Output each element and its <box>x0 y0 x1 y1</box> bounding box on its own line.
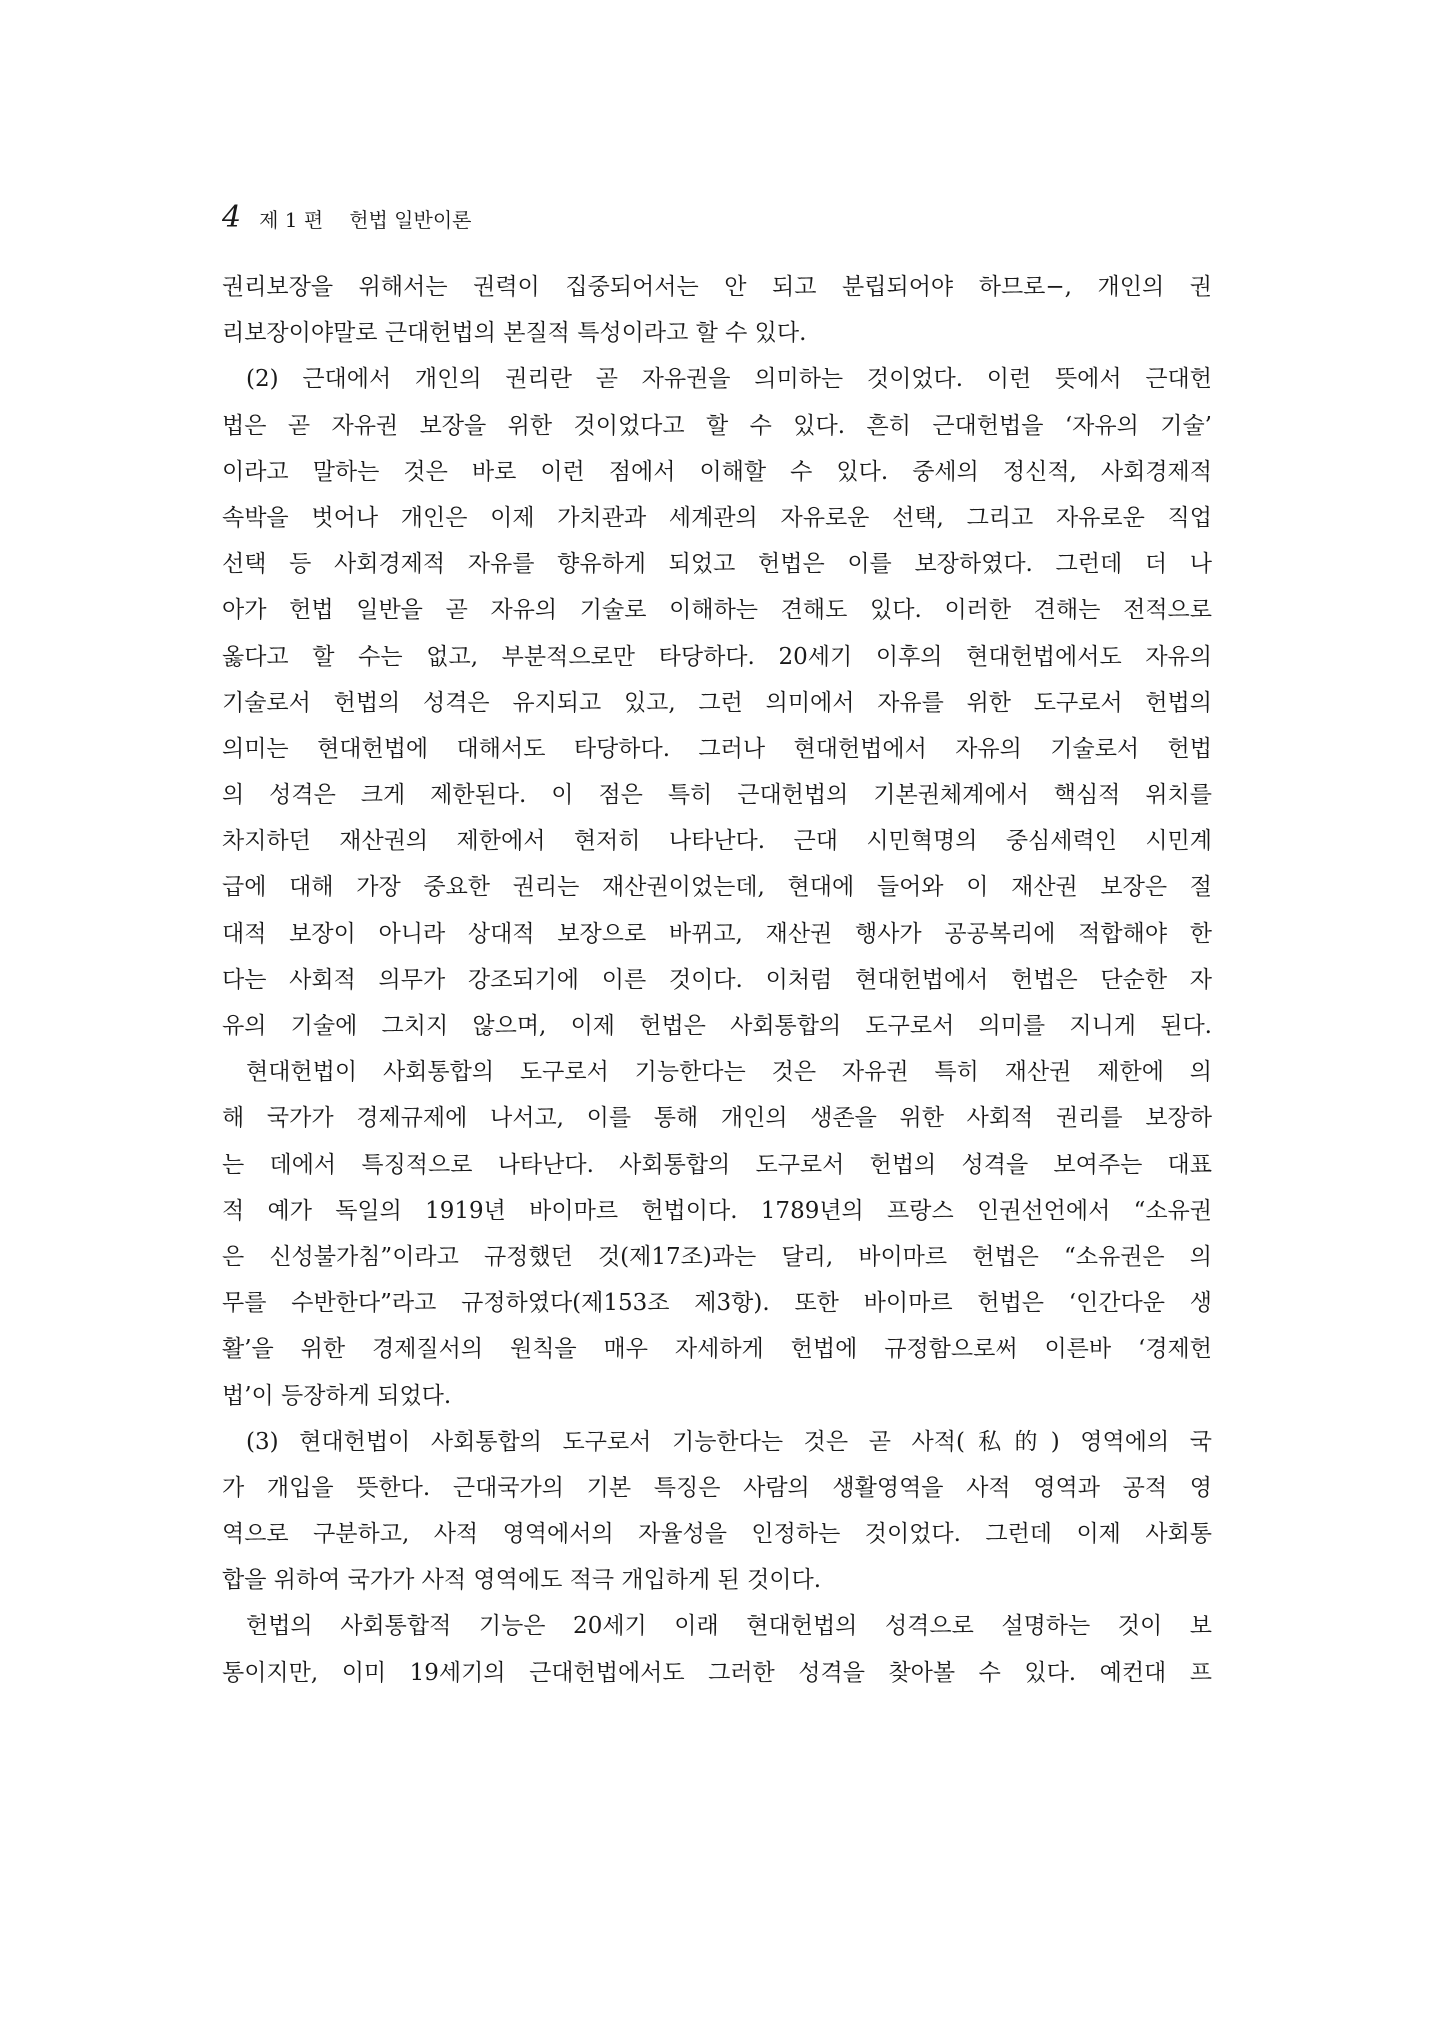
text-line: 다는 사회적 의무가 강조되기에 이른 것이다. 이처럼 현대헌법에서 헌법은 단순한 자 <box>222 966 1212 993</box>
text-line: 현대헌법이 사회통합의 도구로서 기능한다는 것은 자유권 특히 재산권 제한에 의 <box>246 1059 1212 1086</box>
text-line: 역으로 구분하고, 사적 영역에서의 자율성을 인정하는 것이었다. 그런데 이제 사회통 <box>222 1521 1212 1548</box>
running-header <box>222 200 471 240</box>
text-line: 적 예가 독일의 1919년 바이마르 헌법이다. 1789년의 프랑스 인권선언에서 “소유권 <box>222 1197 1212 1224</box>
part-label: 제 1 편 <box>259 208 324 232</box>
page-number: 4 <box>222 200 242 235</box>
text-line: 리보장이야말로 근대헌법의 본질적 특성이라고 할 수 있다. <box>222 320 807 347</box>
text-line: 통이지만, 이미 19세기의 근대헌법에서도 그러한 성격을 찾아볼 수 있다. 예컨대 프 <box>222 1659 1212 1686</box>
part-title: 헌법 일반이론 <box>349 208 472 232</box>
text-line: 헌법의 사회통합적 기능은 20세기 이래 현대헌법의 성격으로 설명하는 것이 보 <box>246 1613 1212 1640</box>
text-line: 활’을 위한 경제질서의 원칙을 매우 자세하게 헌법에 규정함으로써 이른바 ‘경제헌 <box>222 1336 1212 1363</box>
text-line: 합을 위하여 국가가 사적 영역에도 적극 개입하게 된 것이다. <box>222 1567 822 1594</box>
text-line: (3) 현대헌법이 사회통합의 도구로서 기능한다는 것은 곧 사적(私的) 영역에의 국 <box>246 1428 1212 1455</box>
text-line: 옳다고 할 수는 없고, 부분적으로만 타당하다. 20세기 이후의 현대헌법에서도 자유의 <box>222 643 1212 670</box>
text-line: 의미는 현대헌법에 대해서도 타당하다. 그러나 현대헌법에서 자유의 기술로서 헌법 <box>222 735 1212 762</box>
text-line: 기술로서 헌법의 성격은 유지되고 있고, 그런 의미에서 자유를 위한 도구로서 헌법의 <box>222 689 1212 716</box>
text-line: 무를 수반한다”라고 규정하였다(제153조 제3항). 또한 바이마르 헌법은 ‘인간다운 생 <box>222 1290 1212 1317</box>
text-line: 의 성격은 크게 제한된다. 이 점은 특히 근대헌법의 기본권체계에서 핵심적 위치를 <box>222 782 1212 809</box>
text-line: 이라고 말하는 것은 바로 이런 점에서 이해할 수 있다. 중세의 정신적, 사회경제적 <box>222 458 1212 485</box>
text-line: 법’이 등장하게 되었다. <box>222 1382 452 1409</box>
text-line: 해 국가가 경제규제에 나서고, 이를 통해 개인의 생존을 위한 사회적 권리를 보장하 <box>222 1105 1212 1132</box>
text-line: 급에 대해 가장 중요한 권리는 재산권이었는데, 현대에 들어와 이 재산권 보장은 절 <box>222 874 1212 901</box>
text-line: 차지하던 재산권의 제한에서 현저히 나타난다. 근대 시민혁명의 중심세력인 시민계 <box>222 828 1212 855</box>
text-line: (2) 근대에서 개인의 권리란 곧 자유권을 의미하는 것이었다. 이런 뜻에서 근대헌 <box>246 366 1212 393</box>
text-line: 법은 곧 자유권 보장을 위한 것이었다고 할 수 있다. 흔히 근대헌법을 ‘자유의 기술’ <box>222 412 1212 439</box>
text-line: 속박을 벗어나 개인은 이제 가치관과 세계관의 자유로운 선택, 그리고 자유로운 직업 <box>222 504 1212 531</box>
text-line: 은 신성불가침”이라고 규정했던 것(제17조)과는 달리, 바이마르 헌법은 “소유권은 의 <box>222 1243 1212 1270</box>
text-line: 선택 등 사회경제적 자유를 향유하게 되었고 헌법은 이를 보장하였다. 그런데 더 나 <box>222 551 1212 578</box>
text-line: 아가 헌법 일반을 곧 자유의 기술로 이해하는 견해도 있다. 이러한 견해는 전적으로 <box>222 597 1212 624</box>
body-text <box>222 264 1212 1696</box>
text-line: 권리보장을 위해서는 권력이 집중되어서는 안 되고 분립되어야 하므로−, 개인의 권 <box>222 274 1212 300</box>
text-line: 대적 보장이 아니라 상대적 보장으로 바뀌고, 재산권 행사가 공공복리에 적합해야 한 <box>222 920 1212 947</box>
text-line: 는 데에서 특징적으로 나타난다. 사회통합의 도구로서 헌법의 성격을 보여주는 대표 <box>222 1151 1212 1178</box>
text-line: 가 개입을 뜻한다. 근대국가의 기본 특징은 사람의 생활영역을 사적 영역과 공적 영 <box>222 1474 1212 1501</box>
text-line: 유의 기술에 그치지 않으며, 이제 헌법은 사회통합의 도구로서 의미를 지니게 된다. <box>222 1013 1212 1039</box>
